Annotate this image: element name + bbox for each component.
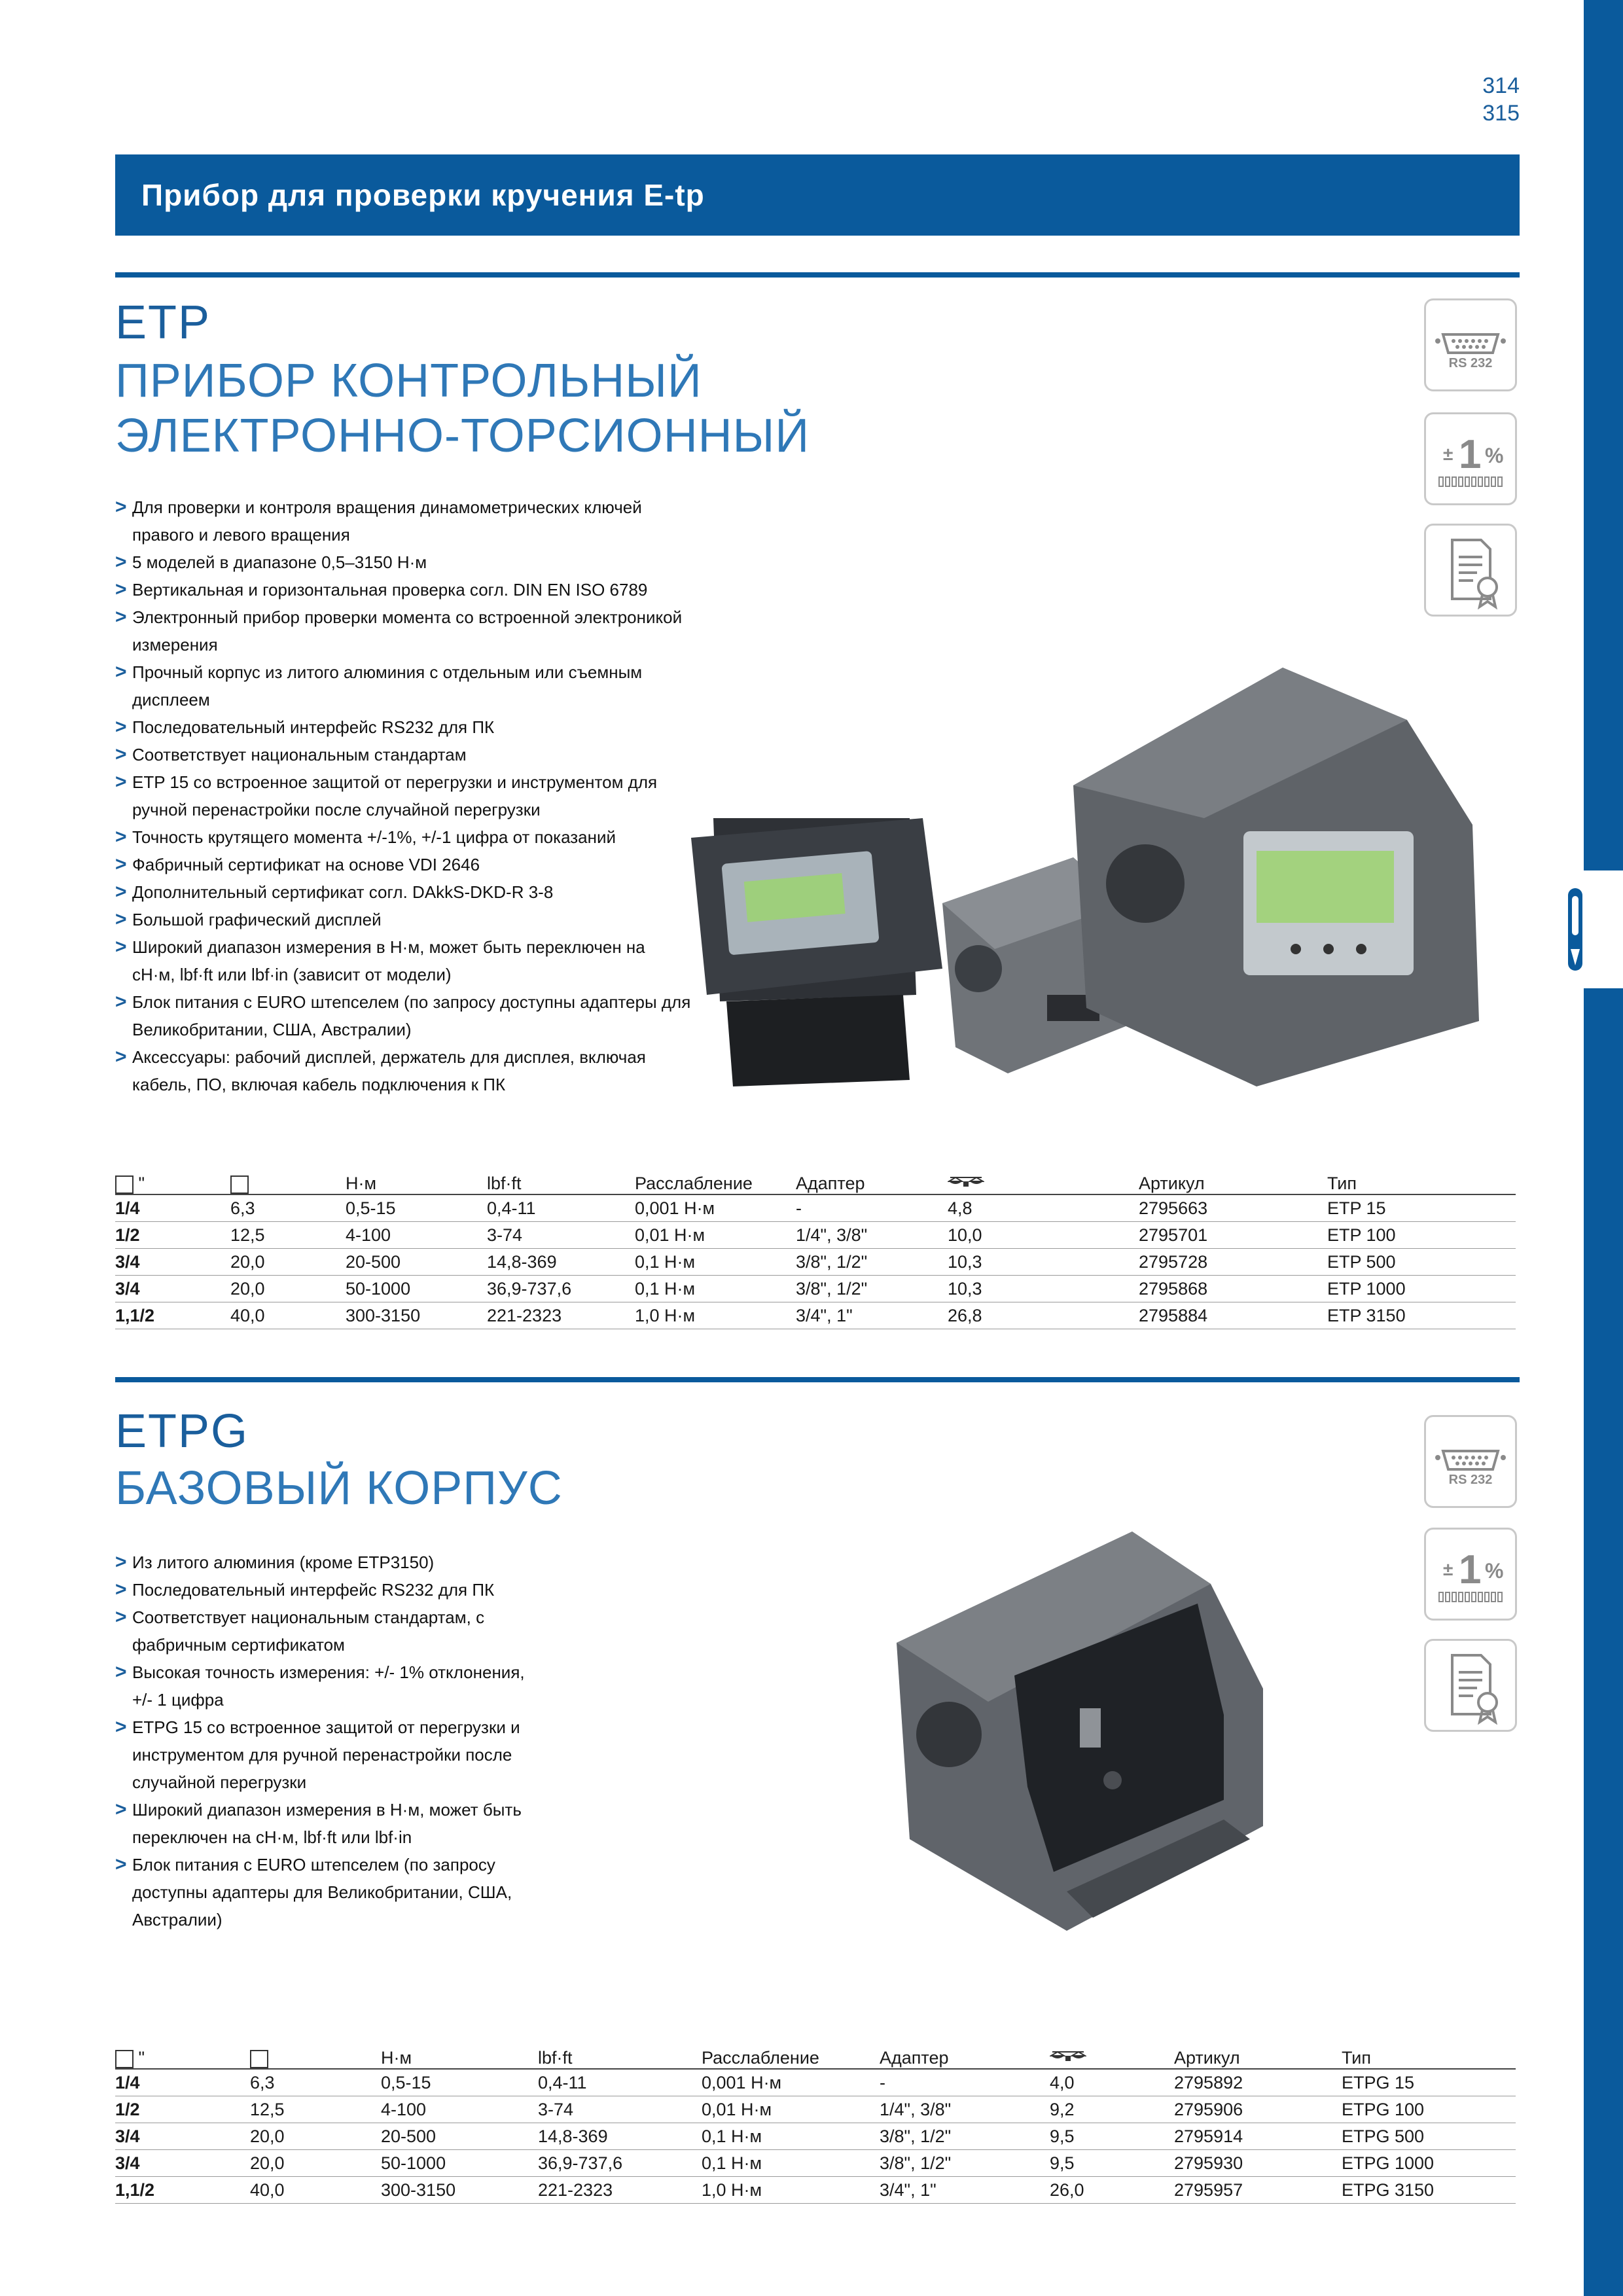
square-icon <box>230 1175 249 1194</box>
certificate-icon <box>1426 526 1515 615</box>
cell: 40,0 <box>230 1302 346 1329</box>
page-number-right: 315 <box>1482 101 1520 126</box>
header-band <box>115 154 1520 236</box>
accuracy-icon-box <box>1424 1528 1517 1621</box>
header-type: Тип <box>1342 2041 1516 2069</box>
cell: 14,8-369 <box>487 1249 635 1276</box>
list-item: > 5 моделей в диапазоне 0,5–3150 Н·м <box>115 548 691 576</box>
rs232-icon-box <box>1424 1415 1517 1508</box>
list-item: > Из литого алюминия (кроме ETP3150) <box>115 1549 534 1576</box>
etpg-product-image <box>870 1525 1289 1931</box>
rs232-label: RS 232 <box>1448 1473 1493 1487</box>
cell: 1/4 <box>115 2069 250 2096</box>
certificate-icon <box>1426 1641 1515 1730</box>
cell: ETP 3150 <box>1327 1302 1516 1329</box>
cell: 4-100 <box>381 2096 538 2123</box>
cell: 6,3 <box>250 2069 381 2096</box>
cell: 2795663 <box>1139 1194 1327 1222</box>
header-label: " <box>138 1174 145 1193</box>
list-item: > Электронный прибор проверки момента со встроенной электроникой измерения <box>115 603 691 658</box>
cell: 2795930 <box>1174 2150 1342 2177</box>
table-row <box>115 2123 1516 2150</box>
cell: 3/4 <box>115 1249 230 1276</box>
cell: 1,1/2 <box>115 1302 230 1329</box>
list-item: > ETPG 15 со встроенное защитой от перегрузки и инструментом для ручной перенастройки после случайной перегрузки <box>115 1713 534 1796</box>
side-blue-bar <box>1584 0 1623 2296</box>
table-row <box>115 1249 1516 1276</box>
table-row <box>115 2150 1516 2177</box>
cell: 1/4", 3/8" <box>796 1222 948 1249</box>
cell: 3/8", 1/2" <box>796 1276 948 1302</box>
section-code-etp: ETP <box>115 296 211 349</box>
cell: 1/2 <box>115 1222 230 1249</box>
header-square-mm <box>250 2041 381 2069</box>
header-article: Артикул <box>1139 1166 1327 1194</box>
cell: 4,0 <box>1050 2069 1174 2096</box>
header-drive-size <box>115 2041 250 2069</box>
table-row <box>115 1276 1516 1302</box>
cell: ETPG 1000 <box>1342 2150 1516 2177</box>
cell: 3/4", 1" <box>796 1302 948 1329</box>
cell: 9,5 <box>1050 2150 1174 2177</box>
wrench-tab-icon <box>1564 887 1586 972</box>
list-item: > Соответствует национальным стандартам <box>115 741 691 768</box>
cell: ETP 1000 <box>1327 1276 1516 1302</box>
section-divider-etpg <box>115 1377 1520 1382</box>
cell: 3/8", 1/2" <box>880 2123 1050 2150</box>
cell: 20-500 <box>346 1249 487 1276</box>
cell: 10,3 <box>948 1249 1139 1276</box>
table-row <box>115 1302 1516 1329</box>
cell: 3-74 <box>538 2096 702 2123</box>
page-title: Прибор для проверки кручения E-tp <box>141 178 705 212</box>
spec-table-etpg <box>115 2041 1516 2204</box>
list-item: > Блок питания с EURO штепселем (по запросу доступны адаптеры для Великобритании, США, Австралии) <box>115 1851 534 1933</box>
header-adapter: Адаптер <box>880 2041 1050 2069</box>
list-item: > ETP 15 со встроенное защитой от перегрузки и инструментом для ручной перенастройки после случайной перегрузки <box>115 768 691 823</box>
table-header-row <box>115 2041 1516 2069</box>
cell: 1/4", 3/8" <box>880 2096 1050 2123</box>
cell: 1,0 Н·м <box>635 1302 796 1329</box>
header-nm: Н·м <box>381 2041 538 2069</box>
cell: 20-500 <box>381 2123 538 2150</box>
accuracy-one-percent-icon <box>1426 1530 1515 1619</box>
table-header-row <box>115 1166 1516 1194</box>
cell: ETP 100 <box>1327 1222 1516 1249</box>
cell: 3/4 <box>115 2123 250 2150</box>
cell: 40,0 <box>250 2177 381 2204</box>
list-item: > Последовательный интерфейс RS232 для ПК <box>115 1576 534 1604</box>
cell: 0,1 Н·м <box>702 2150 880 2177</box>
list-item: > Вертикальная и горизонтальная проверка согл. DIN EN ISO 6789 <box>115 576 691 603</box>
spec-table-etp <box>115 1166 1516 1329</box>
cell: 0,4-11 <box>487 1194 635 1222</box>
header-lbfft: lbf·ft <box>538 2041 702 2069</box>
percent-label: % <box>1485 1559 1504 1583</box>
header-label: " <box>138 2048 145 2068</box>
square-icon <box>250 2050 268 2068</box>
cell: 2795868 <box>1139 1276 1327 1302</box>
plus-minus-label: ± <box>1443 1559 1454 1579</box>
page-numbers <box>1482 72 1520 127</box>
rs232-label: RS 232 <box>1448 356 1493 370</box>
cell: 0,1 Н·м <box>635 1249 796 1276</box>
table-row <box>115 1222 1516 1249</box>
list-item: > Соответствует национальным стандартам, с фабричным сертификатом <box>115 1604 534 1659</box>
cell: 0,01 Н·м <box>702 2096 880 2123</box>
square-drive-icon <box>115 1175 134 1194</box>
cell: 2795914 <box>1174 2123 1342 2150</box>
cell: - <box>796 1194 948 1222</box>
cell: 2795728 <box>1139 1249 1327 1276</box>
cell: 6,3 <box>230 1194 346 1222</box>
cell: 1,1/2 <box>115 2177 250 2204</box>
header-resolution: Расслабление <box>702 2041 880 2069</box>
list-item: > Прочный корпус из литого алюминия с отдельным или съемным дисплеем <box>115 658 691 713</box>
list-item: > Последовательный интерфейс RS232 для ПК <box>115 713 691 741</box>
header-square-mm <box>230 1166 346 1194</box>
cell: 0,5-15 <box>346 1194 487 1222</box>
section-subtitle-etpg: БАЗОВЫЙ КОРПУС <box>115 1462 563 1515</box>
cell: 26,0 <box>1050 2177 1174 2204</box>
header-nm: Н·м <box>346 1166 487 1194</box>
cell: 3/4 <box>115 1276 230 1302</box>
cell: 2795957 <box>1174 2177 1342 2204</box>
cell: 36,9-737,6 <box>487 1276 635 1302</box>
rs232-connector-icon <box>1426 1417 1515 1506</box>
cell: 26,8 <box>948 1302 1139 1329</box>
cell: 9,5 <box>1050 2123 1174 2150</box>
cell: 300-3150 <box>346 1302 487 1329</box>
list-item: > Для проверки и контроля вращения динамометрических ключей правого и левого вращения <box>115 493 691 548</box>
cell: 0,1 Н·м <box>635 1276 796 1302</box>
cell: 0,001 Н·м <box>635 1194 796 1222</box>
rs232-connector-icon <box>1426 300 1515 389</box>
section-code-etpg: ETPG <box>115 1405 249 1458</box>
cell: 2795892 <box>1174 2069 1342 2096</box>
cell: ETPG 15 <box>1342 2069 1516 2096</box>
list-item: > Аксессуары: рабочий дисплей, держатель для дисплея, включая кабель, ПО, включая кабель подключения к ПК <box>115 1043 691 1098</box>
cell: 2795701 <box>1139 1222 1327 1249</box>
cell: 2795906 <box>1174 2096 1342 2123</box>
cell: 20,0 <box>230 1276 346 1302</box>
cell: 0,4-11 <box>538 2069 702 2096</box>
cell: 3/4", 1" <box>880 2177 1050 2204</box>
certificate-icon-box <box>1424 524 1517 617</box>
section-divider-etp <box>115 272 1520 278</box>
cell: 14,8-369 <box>538 2123 702 2150</box>
page-number-left: 314 <box>1482 73 1520 98</box>
header-weight <box>948 1166 1139 1194</box>
cell: ETPG 500 <box>1342 2123 1516 2150</box>
rs232-icon-box <box>1424 298 1517 391</box>
cell: 3/8", 1/2" <box>880 2150 1050 2177</box>
cell: 3/8", 1/2" <box>796 1249 948 1276</box>
cell: 300-3150 <box>381 2177 538 2204</box>
cell: 3/4 <box>115 2150 250 2177</box>
list-item: > Большой графический дисплей <box>115 906 691 933</box>
cell: 0,1 Н·м <box>702 2123 880 2150</box>
cell: 50-1000 <box>381 2150 538 2177</box>
weight-scale-icon <box>948 1172 984 1189</box>
cell: ETPG 100 <box>1342 2096 1516 2123</box>
cell: - <box>880 2069 1050 2096</box>
header-adapter: Адаптер <box>796 1166 948 1194</box>
table-row <box>115 2069 1516 2096</box>
cell: 4,8 <box>948 1194 1139 1222</box>
cell: 4-100 <box>346 1222 487 1249</box>
weight-scale-icon <box>1050 2047 1086 2064</box>
header-lbfft: lbf·ft <box>487 1166 635 1194</box>
list-item: > Высокая точность измерения: +/- 1% отклонения, +/- 1 цифра <box>115 1659 534 1713</box>
cell: 1/4 <box>115 1194 230 1222</box>
cell: 2795884 <box>1139 1302 1327 1329</box>
accuracy-icon-box <box>1424 412 1517 505</box>
side-tab-gap <box>1584 870 1623 988</box>
one-label: 1 <box>1459 1547 1482 1592</box>
cell: 12,5 <box>230 1222 346 1249</box>
cell: 50-1000 <box>346 1276 487 1302</box>
list-item: > Точность крутящего момента +/-1%, +/-1 цифра от показаний <box>115 823 691 851</box>
cell: 12,5 <box>250 2096 381 2123</box>
header-weight <box>1050 2041 1174 2069</box>
list-item: > Широкий диапазон измерения в Н·м, может быть переключен на сН·м, lbf·ft или lbf·in <box>115 1796 534 1851</box>
cell: ETP 500 <box>1327 1249 1516 1276</box>
cell: ETPG 3150 <box>1342 2177 1516 2204</box>
feature-list-etp <box>115 493 691 1098</box>
list-item: > Фабричный сертификат на основе VDI 2646 <box>115 851 691 878</box>
plus-minus-label: ± <box>1443 444 1454 464</box>
cell: 1,0 Н·м <box>702 2177 880 2204</box>
cell: 1/2 <box>115 2096 250 2123</box>
cell: ETP 15 <box>1327 1194 1516 1222</box>
table-row <box>115 2177 1516 2204</box>
cell: 3-74 <box>487 1222 635 1249</box>
header-drive-size <box>115 1166 230 1194</box>
cell: 20,0 <box>250 2123 381 2150</box>
list-item: > Дополнительный сертификат согл. DAkkS-DKD-R 3-8 <box>115 878 691 906</box>
square-drive-icon <box>115 2050 134 2068</box>
header-article: Артикул <box>1174 2041 1342 2069</box>
feature-list-etpg <box>115 1549 534 1933</box>
header-resolution: Расслабление <box>635 1166 796 1194</box>
one-label: 1 <box>1459 432 1482 477</box>
accuracy-one-percent-icon <box>1426 414 1515 503</box>
certificate-icon-box <box>1424 1639 1517 1732</box>
cell: 221-2323 <box>487 1302 635 1329</box>
cell: 20,0 <box>250 2150 381 2177</box>
section-subtitle-etp: ПРИБОР КОНТРОЛЬНЫЙ ЭЛЕКТРОННО-ТОРСИОННЫЙ <box>115 355 810 462</box>
cell: 0,5-15 <box>381 2069 538 2096</box>
cell: 9,2 <box>1050 2096 1174 2123</box>
header-type: Тип <box>1327 1166 1516 1194</box>
cell: 221-2323 <box>538 2177 702 2204</box>
list-item: > Широкий диапазон измерения в Н·м, может быть переключен на сН·м, lbf·ft или lbf·in (зависит от модели) <box>115 933 691 988</box>
percent-label: % <box>1485 444 1504 467</box>
cell: 0,001 Н·м <box>702 2069 880 2096</box>
table-row <box>115 2096 1516 2123</box>
cell: 10,3 <box>948 1276 1139 1302</box>
cell: 10,0 <box>948 1222 1139 1249</box>
cell: 0,01 Н·м <box>635 1222 796 1249</box>
etp-product-image <box>668 655 1486 1100</box>
list-item: > Блок питания с EURO штепселем (по запросу доступны адаптеры для Великобритании, США, Австралии) <box>115 988 691 1043</box>
cell: 36,9-737,6 <box>538 2150 702 2177</box>
cell: 20,0 <box>230 1249 346 1276</box>
table-row <box>115 1194 1516 1222</box>
